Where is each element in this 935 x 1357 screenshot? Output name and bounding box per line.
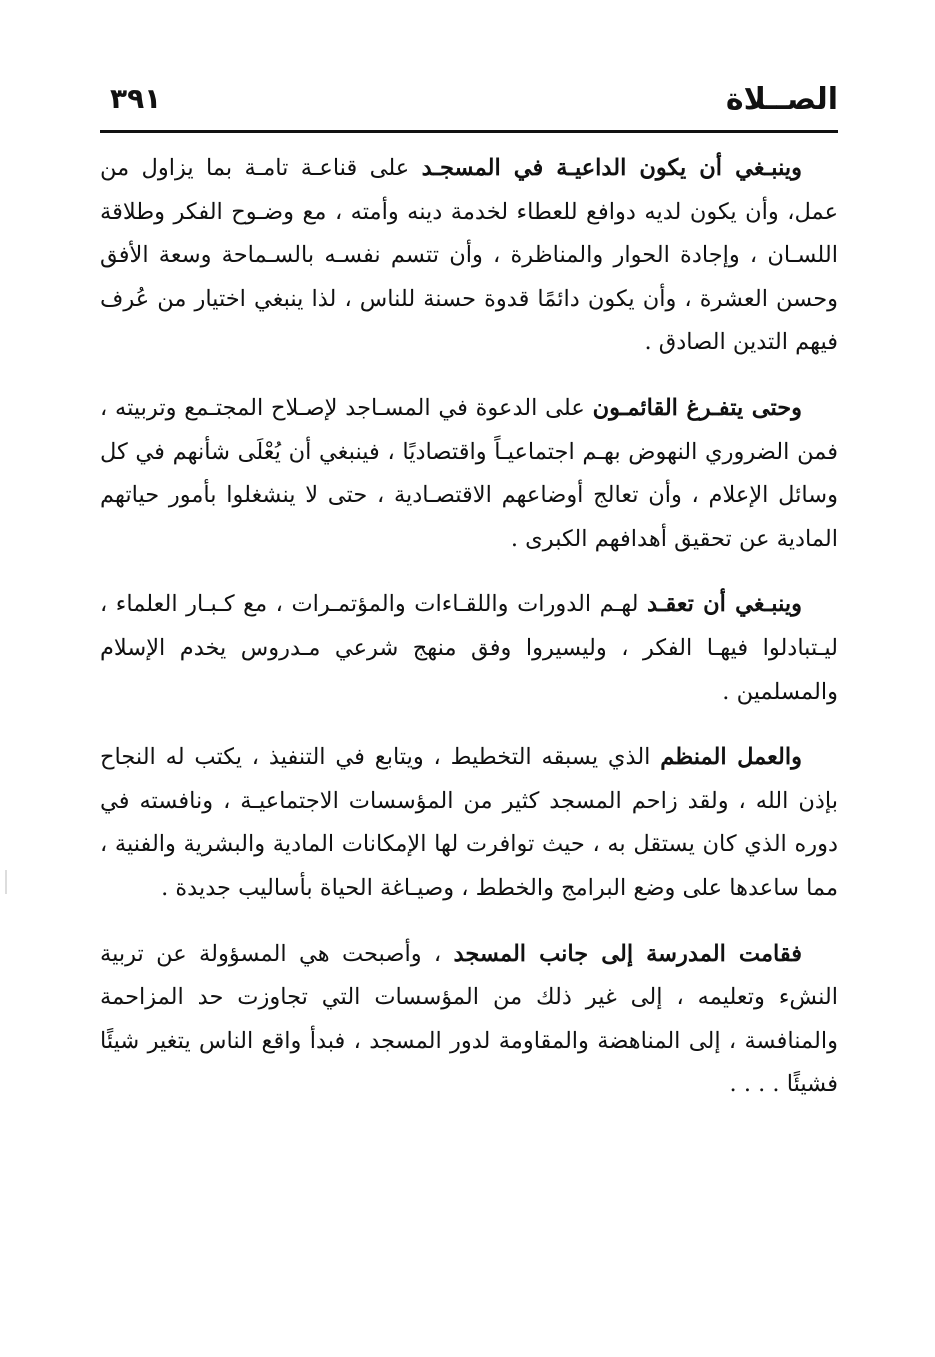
page-header (100, 78, 838, 133)
scan-edge-mark (5, 870, 7, 894)
paragraph-text: ، وأصبحت هي المسؤولة عن تربية النشء وتعليمه ، إلى غير ذلك من المؤسسات التي تجاوزت حد المزاحمة والمنافسة ، إلى المناهضة والمقاومة لدور المسجد ، فبدأ واقع الناس يتغير شيئًا فشيئًا . . . . (100, 940, 838, 1098)
paragraph-school (100, 933, 838, 1107)
paragraph-text: الذي يسبقه التخطيط ، ويتابع في التنفيذ ، يكتب له النجاح بإذن الله ، ولقد زاحم المسجد كثير من المؤسسات الاجتماعيـة ، ونافسته في دوره الذي كان يستقل به ، حيث توافرت لها الإمكانات المادية والبشرية والفنية ، مما ساعدها على وضع البرامج والخطط ، وصيـاغة الحياة بأساليب جديدة . (100, 744, 838, 901)
page-body (100, 147, 838, 1107)
paragraph-text: على قناعـة تامـة بما يزاول من عمل، وأن يكون لديه دوافع للعطاء لخدمة دينه وأمته ، مع وضـوح الفكر وطلاقة اللسـان ، وإجادة الحوار والمناظرة ، وأن تتسم نفسـه بالسـماحة وسعة الأفق وحسن العشرة ، وأن يكون دائمًا قدوة حسنة للناس ، لذا ينبغي اختيار من عُرف فيهم التدين الصادق . (100, 155, 838, 356)
paragraph-lead: وينبـغي أن تعقـد (647, 591, 802, 618)
running-title: الصــلاة (725, 82, 838, 117)
paragraph-text: على الدعوة في المسـاجد لإصـلاح المجتـمع وتربيته ، فمن الضروري النهوض بهـم اجتماعيـاً واقتصاديًا ، فينبغي أن يُعْلَى شأنهم في كل وسائل الإعلام ، وأن تعالج أوضاعهم الاقتصـادية ، حتى لا ينشغلوا بأمور حياتهم المادية عن تحقيق أهدافهم الكبرى . (100, 394, 838, 552)
page-number: ٣٩١ (110, 82, 162, 115)
paragraph-organized-work (100, 736, 838, 910)
paragraph-text: لهـم الدورات واللقـاءات والمؤتمـرات ، مع كـبـار العلماء ، ليـتبادلوا فيهـا الفكر ، وليسيروا وفق منهج شرعي مـدروس يخدم الإسلام والمسلمين . (100, 591, 838, 705)
paragraph-lead: وينبـغي أن يكون الداعيـة في المسجـد (421, 155, 803, 181)
book-page (100, 78, 838, 1129)
paragraph-courses (100, 583, 838, 714)
paragraph-lead: وحتى يتفـرغ القائمـون (592, 394, 803, 421)
paragraph-support (100, 387, 838, 561)
paragraph-preacher (100, 147, 838, 365)
paragraph-lead: فقامت المدرسة إلى جانب المسجد (453, 940, 802, 967)
paragraph-lead: والعمل المنظم (660, 744, 803, 771)
